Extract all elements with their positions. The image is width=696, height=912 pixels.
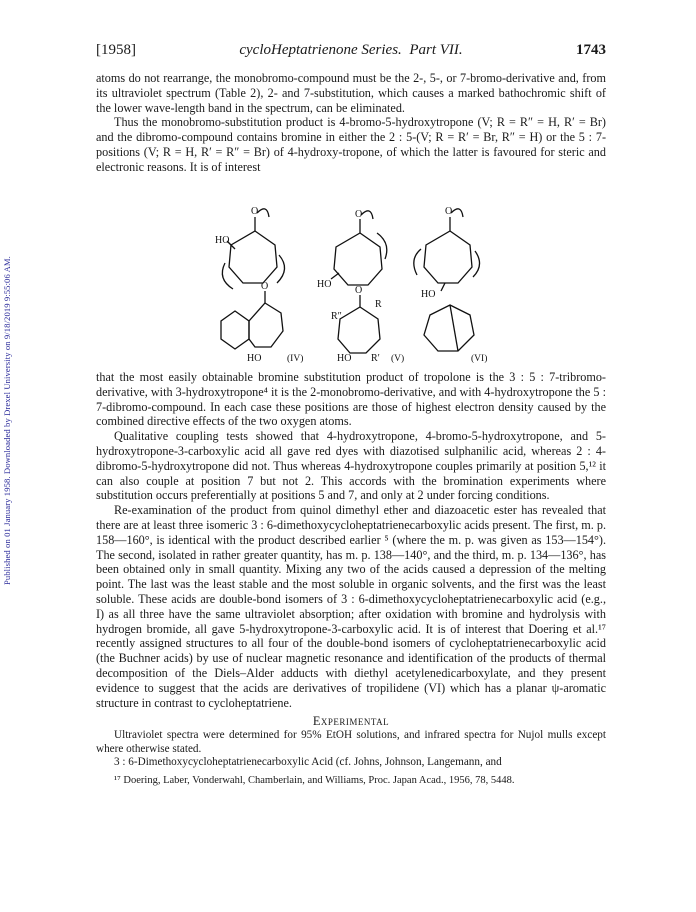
label-r: R bbox=[375, 299, 382, 310]
label-vi: (VI) bbox=[471, 354, 488, 363]
tropone-ring-iv bbox=[249, 303, 283, 347]
paragraph-1: atoms do not rearrange, the monobromo-compound must be the 2-, 5-, or 7-bromo-derivative and, from its ultraviolet spectrum (Table 2), 2- and 7-substitution, which causes a marked bathochromic shift of the lower wave-length band in the spectrum, can be eliminated. bbox=[96, 71, 606, 115]
ring-vi bbox=[424, 305, 474, 351]
header-page-number: 1743 bbox=[576, 42, 606, 58]
page-header bbox=[96, 42, 606, 64]
label-ho-3: HO bbox=[421, 289, 436, 300]
label-v: (V) bbox=[391, 354, 405, 363]
arrow-curve-3a bbox=[451, 209, 463, 217]
label-ho-4: HO bbox=[247, 353, 262, 363]
benzene-ring-iv bbox=[221, 311, 249, 349]
arrow-curve-1c bbox=[277, 255, 285, 283]
arrow-curve-3c bbox=[473, 251, 480, 277]
label-o-2: O bbox=[355, 209, 363, 220]
body-bottom bbox=[96, 370, 606, 787]
label-ho-2: HO bbox=[317, 279, 332, 290]
header-title-part: Part VII. bbox=[409, 42, 463, 58]
experimental-paragraph-1: Ultraviolet spectra were determined for 95% EtOH solutions, and infrared spectra for Nujol mulls except where otherwise stated. bbox=[96, 729, 606, 755]
paragraph-3: that the most easily obtainable bromine substitution product of tropolone is the 3 : 5 : 7-tribromo-derivative, with 3-hydroxytropone⁴ it is the 2-monobromo-derivative, and with 4-hydroxytropone the 5 : 7-dibromo-compound. In each case these positions are those of highest electron density caused by the combined directive effects of the two oxygen atoms. bbox=[96, 370, 606, 429]
label-iv: (IV) bbox=[287, 354, 304, 363]
arrow-curve-1a bbox=[257, 209, 269, 217]
ring-top-middle bbox=[334, 233, 382, 285]
paragraph-4: Qualitative coupling tests showed that 4-hydroxytropone, 4-bromo-5-hydroxytropone, and 5-hydroxytropone-3-carboxylic acid all gave red dyes with diazotised sulphanilic acid, whereas 2 : 4-dibromo-5-hydroxytropone did not. Thus whereas 4-hydroxytropone couples primarily at position 5,¹² it can also couple at position 7 but not 2. This accords with the bromination experiments where substitution occurs preferentially at positions 5 and 7, and only at 2 under forcing conditions. bbox=[96, 429, 606, 503]
header-year: [1958] bbox=[96, 42, 136, 58]
arrow-curve-1b bbox=[222, 263, 233, 289]
header-title-prefix: cyclo bbox=[239, 42, 271, 58]
label-o-1: O bbox=[251, 206, 259, 217]
ring-top-left bbox=[229, 231, 277, 283]
paragraph-2: Thus the monobromo-substitution product is 4-bromo-5-hydroxytropone (V; R = R″ = H, R′ = Br) and the dibromo-compound contains bromine in either the 2 : 5-(V; R = R′ = Br, R″ = H) or the 5 : 7-positions (V; R = H, R′ = R″ = Br) of 4-hydroxy-tropone, of which the latter is favoured for steric and electronic reasons. It is of interest bbox=[96, 115, 606, 174]
label-o-3: O bbox=[445, 206, 453, 217]
label-ho-1: HO bbox=[215, 235, 230, 246]
header-title bbox=[96, 42, 606, 59]
arrow-curve-2a bbox=[361, 211, 373, 219]
experimental-paragraph-2: 3 : 6-Dimethoxycycloheptatrienecarboxylic Acid (cf. Johns, Johnson, Langemann, and bbox=[114, 756, 502, 769]
body-top bbox=[96, 71, 606, 175]
label-o-4: O bbox=[261, 281, 269, 292]
experimental-heading: Experimental bbox=[312, 714, 390, 729]
header-title-main: Heptatrienone Series. bbox=[271, 42, 402, 58]
oh-bond-3 bbox=[441, 283, 445, 291]
footnote-17: ¹⁷ Doering, Laber, Vonderwahl, Chamberlain, and Williams, Proc. Japan Acad., 1956, 78, 5448. bbox=[114, 774, 515, 786]
chemical-structures-figure bbox=[195, 203, 515, 363]
label-ho-5: HO bbox=[337, 353, 352, 363]
label-o-5: O bbox=[355, 285, 363, 296]
ring-top-right bbox=[424, 231, 472, 283]
arrow-curve-3b bbox=[414, 249, 421, 275]
bridge-vi bbox=[450, 305, 458, 351]
paragraph-5: Re-examination of the product from quinol dimethyl ether and diazoacetic ester has revealed that there are at least three isomeric 3 : 6-dimethoxycycloheptatrienecarboxylic acids present. The first, m. p. 158—160°, is identical with the product described earlier ⁵ (where the m. p. was given as 153—154°). The second, isolated in rather greater quantity, has m. p. 138—140°, and the third, m. p. 134—136°, has been obtained only in small quantity. Mixing any two of the acids caused a depression of the melting point. The last was the least stable and the most soluble in organic solvents, and the first was the least soluble. These acids are double-bond isomers of 3 : 6-dimethoxycycloheptatrienecarboxylic acid (e.g., I) as all three have the same ultraviolet absorption; after oxidation with bromine and hydrolysis with hydrogen bromide, all gave 5-hydroxytropone-3-carboxylic acid. It is of interest that Doering et al.¹⁷ recently assigned structures to all four of the double-bond isomers of cycloheptatrienecarboxylic acid (the Buchner acids) by use of nuclear magnetic resonance and identification of the products of thermal decomposition of the Diels–Alder adducts with diethyl acetylenedicarboxylate, and they present evidence to suggest that the acids are derivatives of tropilidene (VI) which has a planar ψ-aromatic structure in contrast to cycloheptatriene. bbox=[96, 503, 606, 710]
structures-svg bbox=[195, 203, 515, 363]
label-r-double-prime: R″ bbox=[331, 311, 342, 322]
publication-side-note: Published on 01 January 1958. Downloaded by Drexel University on 9/18/2019 9:55:06 AM. bbox=[2, 256, 12, 585]
oh-bond-2 bbox=[331, 273, 339, 279]
ring-v bbox=[338, 307, 380, 353]
label-r-prime: R′ bbox=[371, 353, 380, 363]
